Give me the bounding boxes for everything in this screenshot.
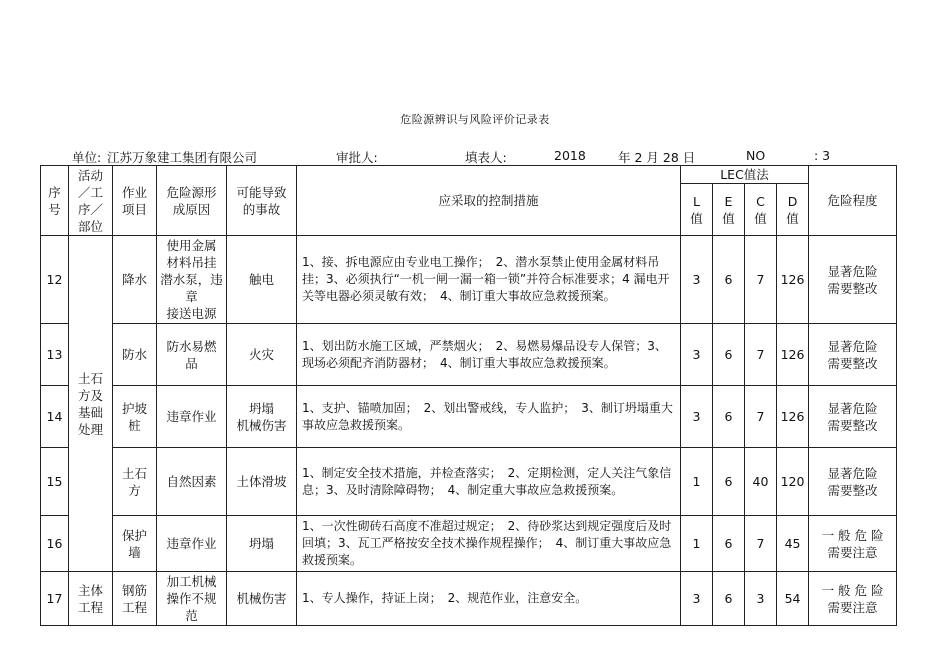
cell-c: 40 — [745, 448, 777, 516]
cell-accident: 坍塌 机械伤害 — [227, 386, 297, 448]
cell-l: 1 — [681, 516, 713, 572]
header-accident: 可能导致 的事故 — [227, 166, 297, 236]
table-row — [41, 572, 897, 626]
header-hazard: 危险源形 成原因 — [157, 166, 227, 236]
cell-job: 钢筋 工程 — [113, 572, 157, 626]
cell-seq: 16 — [41, 516, 69, 572]
table-row — [41, 448, 897, 516]
cell-activity-earthwork: 土石 方及 基础 处理 — [69, 236, 113, 572]
cell-measures: 1、支护、锚喷加固； 2、划出警戒线，专人监护； 3、制订坍塌重大事故应急救援预案。 — [297, 386, 681, 448]
cell-risk: 显著危险 需要整改 — [809, 448, 897, 516]
header-measures: 应采取的控制措施 — [297, 166, 681, 236]
cell-measures: 1、一次性砌砖石高度不准超过规定； 2、待砂浆达到规定强度后及时回填；3、瓦工严格按安全技术操作规程操作； 4、制订重大事故应急救援预案。 — [297, 516, 681, 572]
cell-risk: 显著危险 需要整改 — [809, 236, 897, 324]
header-risk: 危险程度 — [809, 166, 897, 236]
cell-risk: 一 般 危 险 需要注意 — [809, 516, 897, 572]
cell-accident: 土体滑坡 — [227, 448, 297, 516]
approver-label: 审批人: — [336, 150, 378, 165]
document-title: 危险源辨识与风险评价记录表 — [400, 113, 550, 126]
header-job: 作业 项目 — [113, 166, 157, 236]
table-row — [41, 386, 897, 448]
cell-job: 土石 方 — [113, 448, 157, 516]
cell-accident: 触电 — [227, 236, 297, 324]
table-row — [41, 324, 897, 386]
unit-label: 单位: — [72, 150, 102, 165]
no-value: : 3 — [814, 148, 831, 163]
header-activity: 活动 ／工 序／ 部位 — [69, 166, 113, 236]
cell-e: 6 — [713, 516, 745, 572]
table-row — [41, 516, 897, 572]
cell-d: 126 — [777, 236, 809, 324]
cell-d: 120 — [777, 448, 809, 516]
cell-accident: 火灾 — [227, 324, 297, 386]
cell-l: 3 — [681, 324, 713, 386]
cell-d: 126 — [777, 386, 809, 448]
cell-measures: 1、接、拆电源应由专业电工操作； 2、潜水泵禁止使用金属材料吊挂；3、必须执行“一机一闸一漏一箱一锁”并符合标准要求；4 漏电开关等电器必须灵敏有效； 4、制订重大事故应急救援预案。 — [297, 236, 681, 324]
cell-risk: 显著危险 需要整改 — [809, 324, 897, 386]
cell-seq: 17 — [41, 572, 69, 626]
cell-accident: 坍塌 — [227, 516, 297, 572]
unit-value: 江苏万象建工集团有限公司 — [107, 150, 258, 165]
cell-job: 防水 — [113, 324, 157, 386]
cell-accident: 机械伤害 — [227, 572, 297, 626]
header-l: L 值 — [681, 184, 713, 236]
cell-d: 45 — [777, 516, 809, 572]
cell-risk: 一 般 危 险 需要注意 — [809, 572, 897, 626]
cell-d: 54 — [777, 572, 809, 626]
cell-measures: 1、制定安全技术措施，并检查落实； 2、定期检测，定人关注气象信息；3、及时清除障碍物； 4、制定重大事故应急救援预案。 — [297, 448, 681, 516]
cell-hazard: 加工机械 操作不规 范 — [157, 572, 227, 626]
header-lec: LEC值法 — [681, 166, 809, 184]
filler-label: 填表人: — [465, 150, 507, 165]
table-row — [41, 236, 897, 324]
header-c: C 值 — [745, 184, 777, 236]
cell-e: 6 — [713, 236, 745, 324]
cell-hazard: 违章作业 — [157, 386, 227, 448]
cell-seq: 14 — [41, 386, 69, 448]
cell-risk: 显著危险 需要整改 — [809, 386, 897, 448]
cell-measures: 1、专人操作，持证上岗； 2、规范作业，注意安全。 — [297, 572, 681, 626]
cell-hazard: 使用金属 材料吊挂 潜水泵，违 章 接送电源 — [157, 236, 227, 324]
cell-e: 6 — [713, 386, 745, 448]
cell-c: 3 — [745, 572, 777, 626]
cell-hazard: 自然因素 — [157, 448, 227, 516]
year: 2018 — [554, 148, 586, 163]
cell-seq: 15 — [41, 448, 69, 516]
cell-seq: 12 — [41, 236, 69, 324]
cell-l: 3 — [681, 572, 713, 626]
cell-job: 降水 — [113, 236, 157, 324]
cell-l: 1 — [681, 448, 713, 516]
cell-job: 护坡 桩 — [113, 386, 157, 448]
cell-seq: 13 — [41, 324, 69, 386]
cell-c: 7 — [745, 236, 777, 324]
date-rest: 年 2 月 28 日 — [618, 150, 696, 165]
cell-l: 3 — [681, 236, 713, 324]
cell-measures: 1、划出防水施工区域，严禁烟火； 2、易燃易爆品设专人保管；3、现场必须配齐消防器材； 4、制订重大事故应急救援预案。 — [297, 324, 681, 386]
cell-c: 7 — [745, 516, 777, 572]
risk-register-table — [40, 165, 897, 626]
header-seq: 序 号 — [41, 166, 69, 236]
cell-d: 126 — [777, 324, 809, 386]
cell-e: 6 — [713, 324, 745, 386]
cell-hazard: 防水易燃 品 — [157, 324, 227, 386]
cell-hazard: 违章作业 — [157, 516, 227, 572]
no-label: NO — [746, 148, 766, 163]
cell-e: 6 — [713, 572, 745, 626]
cell-c: 7 — [745, 324, 777, 386]
cell-e: 6 — [713, 448, 745, 516]
header-e: E 值 — [713, 184, 745, 236]
header-d: D 值 — [777, 184, 809, 236]
cell-l: 3 — [681, 386, 713, 448]
cell-job: 保护 墙 — [113, 516, 157, 572]
cell-activity-main: 主体 工程 — [69, 572, 113, 626]
cell-c: 7 — [745, 386, 777, 448]
